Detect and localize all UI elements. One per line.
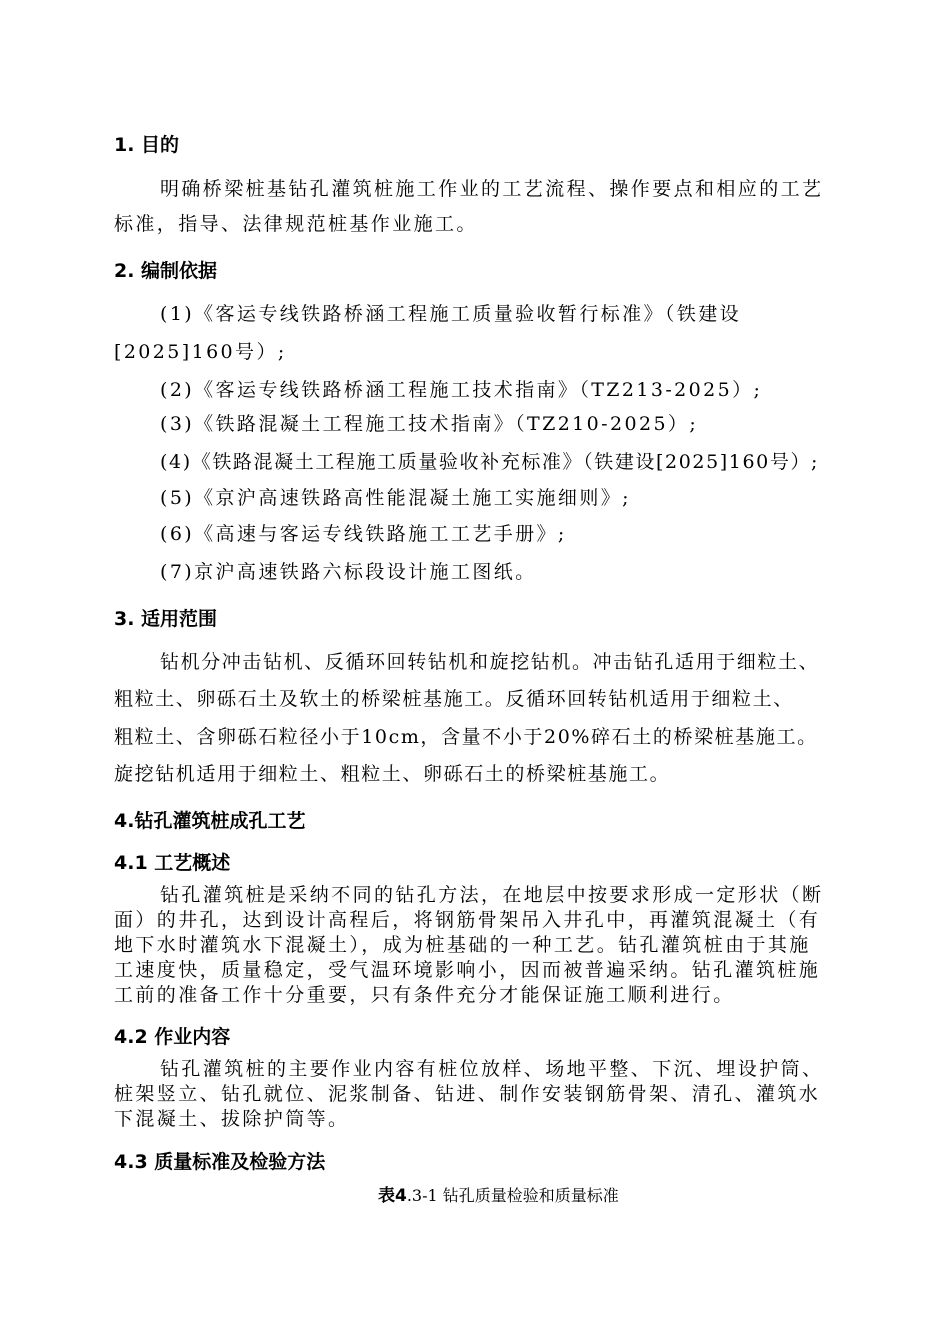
reference-item: (4)《铁路混凝土工程施工质量验收补充标准》（铁建设[2025]160号）; — [160, 451, 820, 473]
section-4-2-heading: 4.2 作业内容 — [114, 1026, 231, 1048]
section-4-1-heading: 4.1 工艺概述 — [114, 852, 231, 874]
paragraph-line: 标准，指导、法律规范桩基作业施工。 — [114, 213, 478, 235]
paragraph-line: 工前的准备工作十分重要，只有条件充分才能保证施工顺利进行。 — [114, 984, 735, 1006]
section-4-heading: 4.钻孔灌筑桩成孔工艺 — [114, 810, 306, 832]
section-2-heading: 2. 编制依据 — [114, 260, 218, 282]
paragraph-line: 下混凝土、拔除护筒等。 — [114, 1108, 350, 1130]
reference-item: (5)《京沪高速铁路高性能混凝土施工实施细则》; — [160, 487, 631, 509]
paragraph-line: 工速度快，质量稳定，受气温环境影响小，因而被普遍采纳。钻孔灌筑桩施 — [114, 959, 821, 981]
paragraph-line: 桩架竖立、钻孔就位、泥浆制备、钻进、制作安装钢筋骨架、清孔、灌筑水 — [114, 1083, 821, 1105]
reference-item: (6)《高速与客运专线铁路施工工艺手册》; — [160, 523, 567, 545]
table-caption — [378, 1184, 619, 1208]
paragraph-line: 地下水时灌筑水下混凝土），成为桩基础的一种工艺。钻孔灌筑桩由于其施 — [114, 934, 811, 956]
table-caption-text: .3-1 钻孔质量检验和质量标准 — [406, 1186, 619, 1205]
reference-item: (2)《客运专线铁路桥涵工程施工技术指南》（TZ213-2025）; — [160, 379, 763, 401]
section-3-heading: 3. 适用范围 — [114, 608, 218, 630]
paragraph-line: 旋挖钻机适用于细粒土、粗粒土、卵砾石土的桥梁桩基施工。 — [114, 763, 671, 785]
paragraph-line: 明确桥梁桩基钻孔灌筑桩施工作业的工艺流程、操作要点和相应的工艺 — [160, 178, 824, 200]
paragraph-line: 粗粒土、卵砾石土及软土的桥梁桩基施工。反循环回转钻机适用于细粒土、 — [114, 688, 794, 710]
paragraph-line: 钻机分冲击钻机、反循环回转钻机和旋挖钻机。冲击钻孔适用于细粒土、 — [160, 651, 820, 673]
paragraph-line: 钻孔灌筑桩的主要作业内容有桩位放样、场地平整、下沉、埋设护筒、 — [160, 1058, 824, 1080]
section-1-heading: 1. 目的 — [114, 134, 180, 156]
section-4-3-heading: 4.3 质量标准及检验方法 — [114, 1151, 326, 1173]
table-caption-label: 表4 — [378, 1186, 407, 1206]
paragraph-line: 粗粒土、含卵砾石粒径小于10cm，含量不小于20%碎石土的桥梁桩基施工。 — [114, 726, 818, 748]
reference-item: (1)《客运专线铁路桥涵工程施工质量验收暂行标准》（铁建设 — [160, 303, 742, 325]
paragraph-line: 钻孔灌筑桩是采纳不同的钻孔方法，在地层中按要求形成一定形状（断 — [160, 884, 824, 906]
reference-item: [2025]160号）; — [114, 341, 287, 363]
reference-item: (7)京沪高速铁路六标段设计施工图纸。 — [160, 561, 537, 583]
paragraph-line: 面）的井孔，达到设计高程后，将钢筋骨架吊入井孔中，再灌筑混凝土（有 — [114, 909, 821, 931]
reference-item: (3)《铁路混凝土工程施工技术指南》（TZ210-2025）; — [160, 413, 699, 435]
